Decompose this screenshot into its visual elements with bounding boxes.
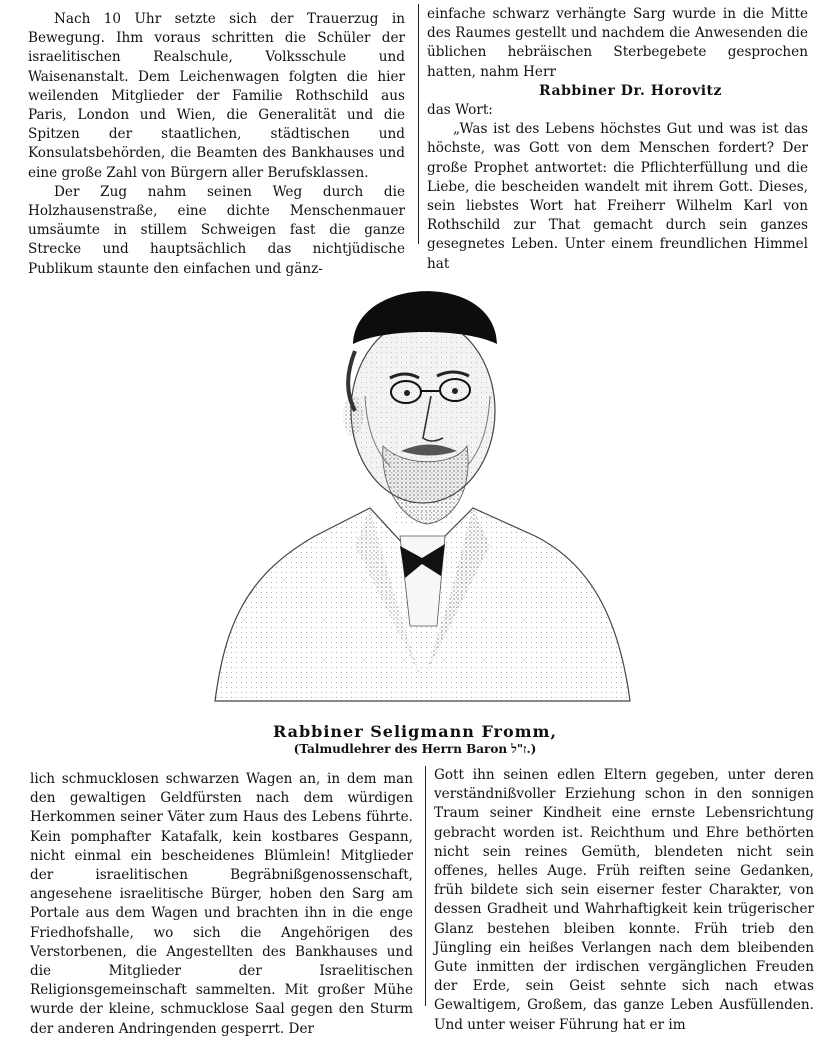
column-divider-top [418,4,419,244]
paragraph-route: Der Zug nahm seinen Weg durch die Holzhausenstraße, eine dichte Menschenmauer umsäumte in stillem Schweigen fast die ganze Strecke und hauptsächlich das nichtjüdische Publikum staunte den einfachen und gänz- [28,183,405,277]
paragraph-speaker-intro: das Wort: [427,102,493,119]
paragraph-eulogy-quote: „Was ist des Lebens höchstes Gut und was ist das höchste, was Gott von dem Menschen fordert? Der große Prophet antwortet: die Pflichterfüllung und die Liebe, die bescheiden wandelt mit ihrem Gott. Dieses, sein liebstes Wort hat Freiherr Wilhelm Karl von Rothschild zur That gemacht durch sein ganzes gesegnetes Leben. Unter einem freundlichen Himmel hat [427,121,808,272]
column-top-right [427,5,808,274]
paragraph-upbringing: Gott ihn seinen edlen Eltern gegeben, unter deren verständnißvoller Erziehung schon in den sonnigen Traum seiner Kindheit eine ernste Lebensrichtung gebracht worden ist. Reichthum und Ehre bethörten nicht sein reines Gemüth, blendeten nicht sein offenes, helles Auge. Früh reiften seine Gedanken, früh bildete sich sein eiserner fester Charakter, von dessen Gradheit und Wahrhaftigkeit kein trügerischer Glanz bestehen bleiben konnte. Früh trieb den Jüngling ein heißes Verlangen nach dem bleibenden Gute inmitten der irdischen vergänglichen Freuden der Erde, sein Geist sehnte sich nach etwas Gewaltigem, Großem, das ganze Leben Ausfüllenden. Und unter weiser Führung hat er im [434,767,814,1033]
column-divider-bottom [425,766,426,1006]
column-bottom-right [434,766,814,1035]
column-top-left [28,10,405,279]
column-bottom-left [30,770,413,1039]
portrait-caption-name: Rabbiner Seligmann Fromm, [272,722,558,741]
paragraph-procession: Nach 10 Uhr setzte sich der Trauerzug in Bewegung. Ihm voraus schritten die Schüler der israelitischen Realschule, Volksschule und Waisenanstalt. Dem Leichenwagen folgten die hier weilenden Mitglieder der Familie Rothschild aus Paris, London und Wien, die Generalität und die Spitzen der staatlichen, städtischen und Konsulatsbehörden, die Beamten des Bankhauses und eine große Zahl von Bürgern aller Berufsklassen. [28,11,405,181]
speaker-name: Rabbiner Dr. Horovitz [539,82,722,99]
paragraph-coffin: einfache schwarz verhängte Sarg wurde in die Mitte des Raumes gestellt und nachdem die Anwesenden die üblichen hebräischen Sterbegebete gesprochen hatten, nahm Herr [427,6,808,80]
portrait-photo [205,246,633,716]
portrait-caption-subtitle: (Talmudlehrer des Herrn Baron ז"ל.) [293,742,537,756]
paragraph-hearse: lich schmucklosen schwarzen Wagen an, in dem man den gewaltigen Geldfürsten nach dem würdigen Herkommen seiner Väter zum Haus des Lebens führte. Kein pomphafter Katafalk, kein kostbares Gespann, nicht einmal ein bescheidenes Blümlein! Mitglieder der israelitischen Begräbnißgenossenschaft, angesehene israelitische Bürger, hoben den Sarg am Portale aus dem Wagen und brachten ihn in die enge Friedhofshalle, wo sich die Angehörigen des Verstorbenen, die Angestellten des Bankhauses und die Mitglieder der Israelitischen Religionsgemeinschaft sammelten. Mit großer Mühe wurde der kleine, schmucklose Saal gegen den Sturm der anderen Andringenden gesperrt. Der [30,771,413,1037]
